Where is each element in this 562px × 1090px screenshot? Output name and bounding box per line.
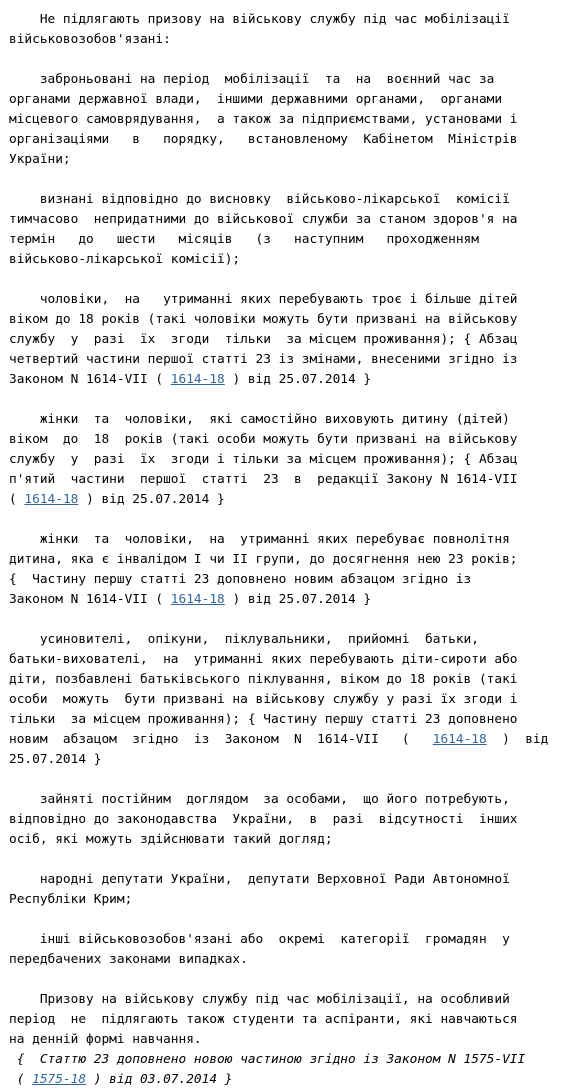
text-segment: четвертий частини першої статті 23 із змінами, внесеними згідно із: [9, 352, 518, 367]
text-segment: Республіки Крим;: [9, 892, 133, 907]
text-line: [9, 70, 549, 90]
text-segment: визнані відповідно до висновку військово-лікарської комісії: [9, 192, 510, 207]
paragraph: [9, 290, 549, 390]
text-segment: п'ятий частини першої статті 23 в редакції Закону N 1614-VII: [9, 472, 518, 487]
text-line: [9, 430, 549, 450]
text-segment: військово-лікарської комісії);: [9, 252, 241, 267]
text-segment: зайняті постійним доглядом за особами, що його потребують,: [9, 792, 510, 807]
text-segment: відповідно до законодавства України, в разі відсутності інших: [9, 812, 518, 827]
text-line: [9, 670, 549, 690]
paragraph: [9, 190, 549, 270]
paragraph: [9, 870, 549, 910]
paragraph: [9, 630, 549, 770]
text-line: [9, 730, 549, 750]
text-segment: передбачених законами випадках.: [9, 952, 248, 967]
text-line: [9, 410, 549, 430]
text-line: [9, 810, 549, 830]
law-link-1614-18[interactable]: 1614-18: [170, 592, 225, 607]
text-line: [9, 330, 549, 350]
paragraph-spacer: [9, 510, 549, 530]
text-line: [9, 790, 549, 810]
paragraph: [9, 790, 549, 850]
paragraph-spacer: [9, 610, 549, 630]
law-link-1575-18[interactable]: 1575-18: [32, 1072, 87, 1087]
text-line: [9, 490, 549, 510]
text-segment: місцевого самоврядування, а також за підприємствами, установами і: [9, 112, 518, 127]
text-line: [9, 130, 549, 150]
text-segment: (: [9, 492, 25, 507]
text-line: [9, 1030, 549, 1050]
text-segment: термін до шести місяців (з наступним проходженням: [9, 232, 479, 247]
text-line: [9, 550, 549, 570]
text-line: [9, 250, 549, 270]
text-segment: заброньовані на період мобілізації та на воєнний час за: [9, 72, 495, 87]
text-segment: дитина, яка є інвалідом I чи II групи, до досягнення нею 23 років;: [9, 552, 518, 567]
text-line: [9, 890, 549, 910]
text-segment: усиновителі, опікуни, піклувальники, прийомні батьки,: [9, 632, 479, 647]
text-line: [9, 930, 549, 950]
text-line: [9, 530, 549, 550]
text-line: [9, 870, 549, 890]
paragraph-spacer: [9, 170, 549, 190]
text-segment: службу у разі їх згоди і тільки за місцем проживання); { Абзац: [9, 452, 518, 467]
paragraph: [9, 930, 549, 970]
text-segment: тільки за місцем проживання); { Частину першу статті 23 доповнено: [9, 712, 518, 727]
law-link-1614-18[interactable]: 1614-18: [170, 372, 225, 387]
text-segment: жінки та чоловіки, які самостійно виховують дитину (дітей): [9, 412, 510, 427]
text-segment: 25.07.2014 }: [9, 752, 102, 767]
text-segment: { Частину першу статті 23 доповнено новим абзацом згідно із: [9, 572, 472, 587]
paragraph-spacer: [9, 850, 549, 870]
text-segment: (: [9, 1072, 33, 1087]
text-line: [9, 590, 549, 610]
text-segment: ) від 25.07.2014 }: [224, 592, 372, 607]
paragraph-spacer: [9, 390, 549, 410]
text-line: [9, 110, 549, 130]
text-line: [9, 290, 549, 310]
text-line: [9, 210, 549, 230]
text-segment: інші військовозобов'язані або окремі категорії громадян у: [9, 932, 510, 947]
paragraph-spacer: [9, 50, 549, 70]
text-line: [9, 190, 549, 210]
text-line: [9, 90, 549, 110]
document-body: [9, 10, 549, 1090]
text-segment: новим абзацом згідно із Законом N 1614-VII (: [9, 732, 433, 747]
paragraph: [9, 410, 549, 510]
text-line: [9, 350, 549, 370]
text-line: [9, 450, 549, 470]
text-segment: жінки та чоловіки, на утриманні яких перебуває повнолітня: [9, 532, 510, 547]
text-segment: { Статтю 23 доповнено новою частиною згідно із Законом N 1575-VII: [9, 1052, 526, 1067]
text-segment: ) від 03.07.2014 }: [86, 1072, 233, 1087]
text-segment: діти, позбавлені батьківського піклування, віком до 18 років (такі: [9, 672, 518, 687]
paragraph: [9, 70, 549, 170]
text-line: [9, 150, 549, 170]
text-line: [9, 690, 549, 710]
text-line: [9, 830, 549, 850]
text-segment: особи можуть бути призвані на військову службу у разі їх згоди і: [9, 692, 518, 707]
text-segment: організаціями в порядку, встановленому Кабінетом Міністрів: [9, 132, 518, 147]
text-segment: Призову на військову службу під час мобілізації, на особливий: [9, 992, 510, 1007]
text-segment: Законом N 1614-VII (: [9, 592, 171, 607]
paragraph: [9, 10, 549, 50]
text-line: [9, 630, 549, 650]
text-line: [9, 650, 549, 670]
text-segment: віком до 18 років (такі особи можуть бути призвані на військову: [9, 432, 518, 447]
text-segment: тимчасово непридатними до військової служби за станом здоров'я на: [9, 212, 518, 227]
paragraph: [9, 530, 549, 610]
text-line: [9, 750, 549, 770]
text-segment: ) від 25.07.2014 }: [224, 372, 372, 387]
text-segment: осіб, які можуть здійснювати такий догляд;: [9, 832, 333, 847]
text-segment: органами державної влади, іншими державними органами, органами: [9, 92, 503, 107]
law-link-1614-18[interactable]: 1614-18: [24, 492, 79, 507]
text-line: [9, 570, 549, 590]
text-segment: ) від: [486, 732, 549, 747]
text-line: [9, 310, 549, 330]
text-line: [9, 30, 549, 50]
paragraph-spacer: [9, 910, 549, 930]
text-line: [9, 1010, 549, 1030]
text-segment: чоловіки, на утриманні яких перебувають троє і більше дітей: [9, 292, 518, 307]
text-segment: період не підлягають також студенти та аспіранти, які навчаються: [9, 1012, 518, 1027]
paragraph-spacer: [9, 270, 549, 290]
text-line: [9, 470, 549, 490]
text-segment: батьки-вихователі, на утриманні яких перебувають діти-сироти або: [9, 652, 518, 667]
text-line: [9, 230, 549, 250]
text-line: [9, 950, 549, 970]
paragraph-spacer: [9, 970, 549, 990]
text-segment: народні депутати України, депутати Верховної Ради Автономної: [9, 872, 510, 887]
law-link-1614-18[interactable]: 1614-18: [432, 732, 487, 747]
text-segment: службу у разі їх згоди тільки за місцем проживання); { Абзац: [9, 332, 518, 347]
text-segment: ) від 25.07.2014 }: [78, 492, 225, 507]
text-line: [9, 10, 549, 30]
text-segment: віком до 18 років (такі чоловіки можуть бути призвані на військову: [9, 312, 518, 327]
paragraph: [9, 990, 549, 1090]
text-segment: Не підлягають призову на військову службу під час мобілізації: [9, 12, 510, 27]
text-line: [9, 990, 549, 1010]
text-segment: України;: [9, 152, 71, 167]
text-segment: Законом N 1614-VII (: [9, 372, 171, 387]
text-line: [9, 710, 549, 730]
text-line: [9, 370, 549, 390]
text-segment: військовозобов'язані:: [9, 32, 171, 47]
text-line: [9, 1050, 549, 1070]
text-line: [9, 1070, 549, 1090]
paragraph-spacer: [9, 770, 549, 790]
text-segment: на денній формі навчання.: [9, 1032, 202, 1047]
